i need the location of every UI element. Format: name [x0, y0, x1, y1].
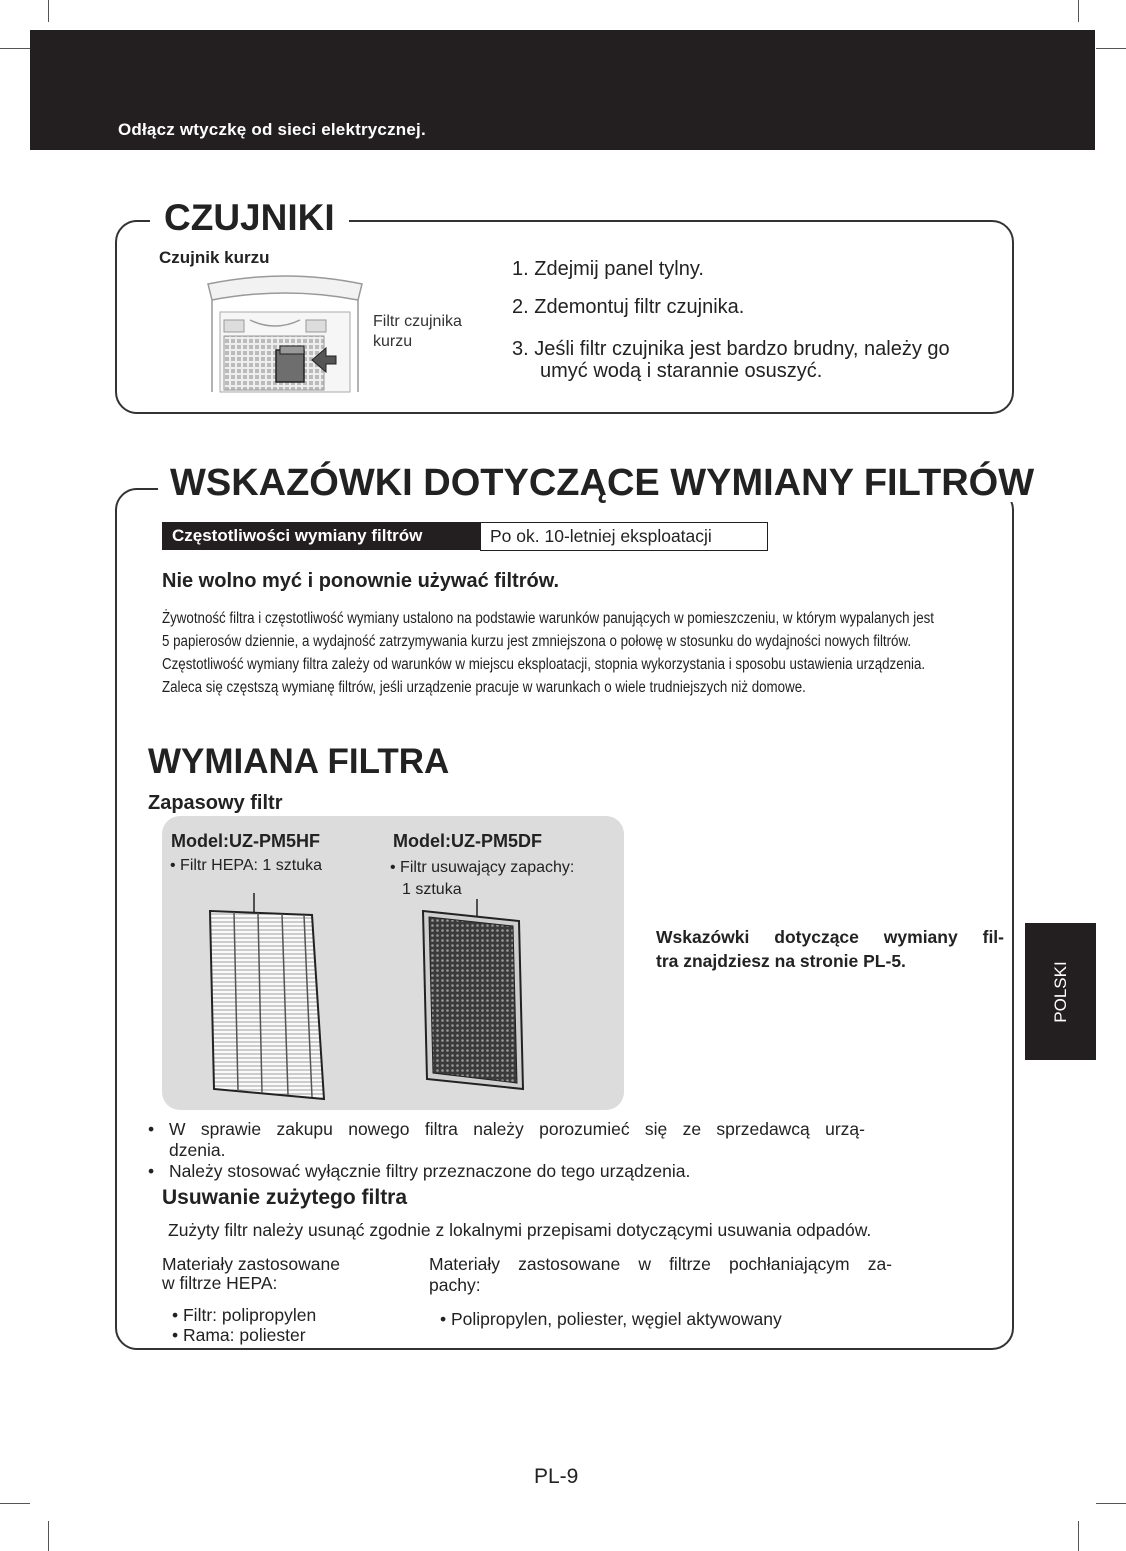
frequency-label: Częstotliwości wymiany filtrów	[172, 526, 423, 545]
hepa-filter-illustration	[200, 893, 340, 1105]
no-wash-warning: Nie wolno myć i ponownie używać filtrów.	[162, 570, 560, 592]
hepa-material-frame: • Rama: poliester	[172, 1325, 306, 1345]
crop-mark	[1096, 48, 1126, 49]
odor-filter-illustration	[415, 893, 535, 1093]
replacement-title: WYMIANA FILTRA	[148, 742, 450, 781]
sensor-step-3-cont: umyć wodą i starannie osuszyć.	[540, 360, 823, 382]
tips-paragraph-line3: Częstotliwość wymiany filtra zależy od warunków w miejscu eksploatacji, stopnia wykorzystania i sposobu ustawienia urządzenia.	[162, 656, 926, 673]
dust-sensor-label: Czujnik kurzu	[159, 248, 270, 267]
header-instruction: Odłącz wtyczkę od sieci elektrycznej.	[118, 120, 426, 139]
replacement-note-line2: tra znajdziesz na stronie PL-5.	[656, 951, 906, 971]
filter-tips-title: WSKAZÓWKI DOTYCZĄCE WYMIANY FILTRÓW	[158, 464, 1040, 502]
odor-materials-line2: pachy:	[429, 1275, 481, 1295]
crop-mark	[48, 1521, 49, 1551]
purchase-bullet-line1: W sprawie zakupu nowego filtra należy porozumieć się ze sprzedawcą urzą-	[169, 1119, 865, 1139]
tips-paragraph-line1: Żywotność filtra i częstotliwość wymiany ustalono na podstawie warunków panujących w pomieszczeniu, w którym wypalanych jest	[162, 610, 934, 627]
model-hepa-name: Model:UZ-PM5HF	[171, 831, 320, 851]
tips-paragraph-line2: 5 papierosów dziennie, a wydajność zatrzymywania kurzu jest zmniejszona o połowę w stosunku do wydajności nowych filtrów.	[162, 633, 912, 650]
model-odor-desc-line2: 1 sztuka	[402, 881, 462, 898]
bullet-dot-2: •	[148, 1161, 155, 1181]
language-tab-label: POLSKI	[1050, 960, 1070, 1023]
purchase-bullet-line2: dzenia.	[169, 1140, 226, 1160]
tips-paragraph-line4: Zaleca się częstszą wymianę filtrów, jeśli urządzenie pracuje w warunkach o wiele trudniejszych niż domowe.	[162, 679, 806, 696]
crop-mark	[1096, 1503, 1126, 1504]
language-tab	[1025, 923, 1096, 1060]
crop-mark	[48, 0, 49, 22]
model-hepa-desc: • Filtr HEPA: 1 sztuka	[170, 857, 323, 874]
page-number: PL-9	[534, 1465, 579, 1488]
crop-mark	[0, 48, 30, 49]
model-odor-name: Model:UZ-PM5DF	[393, 831, 542, 851]
odor-material-list: • Polipropylen, poliester, węgiel aktywowany	[440, 1309, 782, 1329]
hepa-materials-line1: Materiały zastosowane	[162, 1254, 340, 1274]
crop-mark	[1078, 0, 1079, 22]
hepa-materials-line2: w filtrze HEPA:	[162, 1273, 278, 1293]
sensors-title: CZUJNIKI	[150, 199, 349, 236]
filter-callout-line1: Filtr czujnika	[373, 313, 462, 330]
sensor-step-3: 3. Jeśli filtr czujnika jest bardzo brudny, należy go	[512, 338, 950, 360]
crop-mark	[0, 1503, 30, 1504]
crop-mark	[1078, 1521, 1079, 1551]
sensor-step-1: 1. Zdejmij panel tylny.	[512, 258, 704, 280]
dust-sensor-illustration	[200, 272, 370, 394]
model-odor-desc-line1: • Filtr usuwający zapachy:	[390, 859, 575, 876]
replacement-note-line1: Wskazówki dotyczące wymiany fil-	[656, 927, 1004, 947]
filter-callout-line2: kurzu	[373, 333, 413, 350]
odor-materials-line1: Materiały zastosowane w filtrze pochłaniającym za-	[429, 1254, 892, 1274]
dedicated-filter-bullet: Należy stosować wyłącznie filtry przeznaczone do tego urządzenia.	[169, 1161, 691, 1181]
bullet-dot-1: •	[148, 1119, 155, 1139]
sensor-step-2: 2. Zdemontuj filtr czujnika.	[512, 296, 745, 318]
spare-filter-heading: Zapasowy filtr	[148, 792, 283, 814]
disposal-text: Zużyty filtr należy usunąć zgodnie z lokalnymi przepisami dotyczącymi usuwania odpadów.	[168, 1220, 872, 1240]
disposal-title: Usuwanie zużytego filtra	[162, 1186, 408, 1209]
frequency-value: Po ok. 10-letniej eksploatacji	[490, 526, 712, 546]
hepa-material-filter: • Filtr: polipropylen	[172, 1305, 317, 1325]
